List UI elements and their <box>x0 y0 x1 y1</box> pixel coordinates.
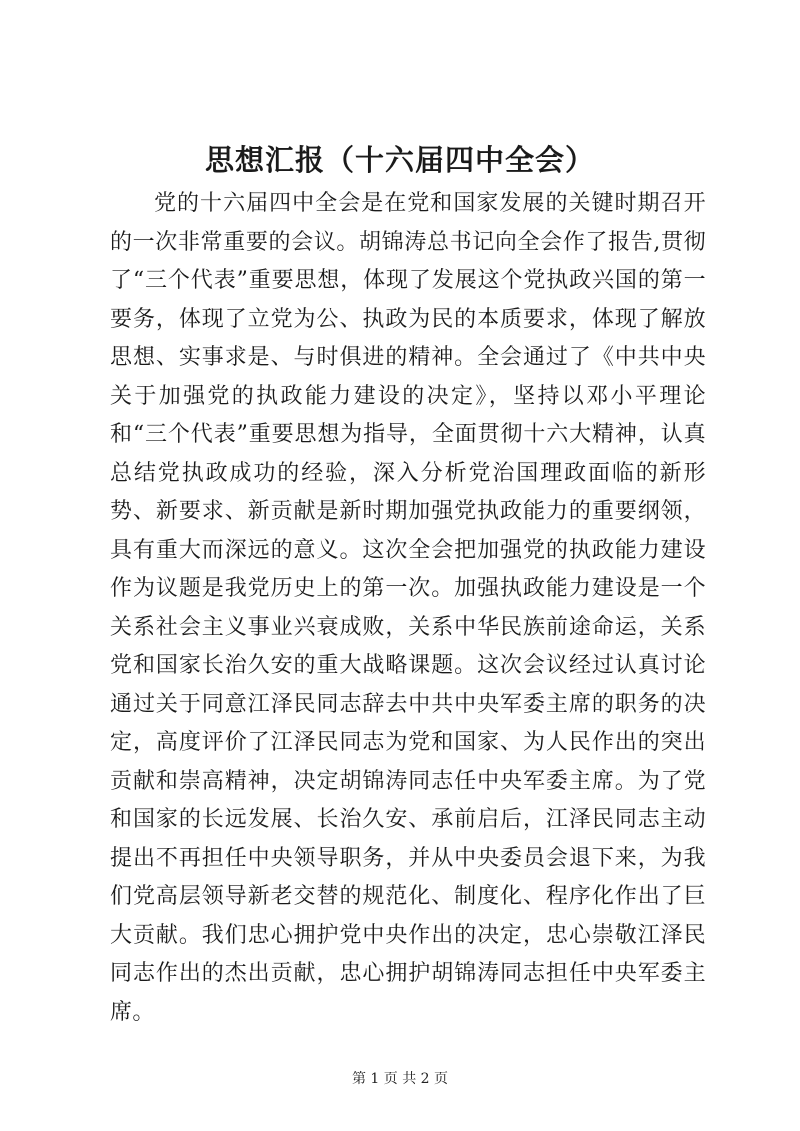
document-title: 思想汇报（十六届四中全会） <box>204 143 595 177</box>
body-paragraph: 党的十六届四中全会是在党和国家发展的关键时期召开的一次非常重要的会议。胡锦涛总书记向全会作了报告,贯彻了“三个代表”重要思想，体现了发展这个党执政兴国的第一要务，体现了立党为公、执政为民的本质要求，体现了解放思想、实事求是、与时俱进的精神。全会通过了《中共中央关于加强党的执政能力建设的决定》，坚持以邓小平理论和“三个代表”重要思想为指导，全面贯彻十六大精神，认真总结党执政成功的经验，深入分析党治国理政面临的新形势、新要求、新贡献是新时期加强党执政能力的重要纲领，具有重大而深远的意义。这次全会把加强党的执政能力建设作为议题是我党历史上的第一次。加强执政能力建设是一个关系社会主义事业兴衰成败，关系中华民族前途命运，关系党和国家长治久安的重大战略课题。这次会议经过认真讨论通过关于同意江泽民同志辞去中共中央军委主席的职务的决定，高度评价了江泽民同志为党和国家、为人民作出的突出贡献和崇高精神，决定胡锦涛同志任中央军委主席。为了党和国家的长远发展、长治久安、承前启后，江泽民同志主动提出不再担任中央领导职务，并从中央委员会退下来，为我们党高层领导新老交替的规范化、制度化、程序化作出了巨大贡献。我们忠心拥护党中央作出的决定，忠心崇敬江泽民同志作出的杰出贡献，忠心拥护胡锦涛同志担任中央军委主席。 <box>110 191 706 1025</box>
page-footer: 第 1 页 共 2 页 <box>351 1071 449 1087</box>
